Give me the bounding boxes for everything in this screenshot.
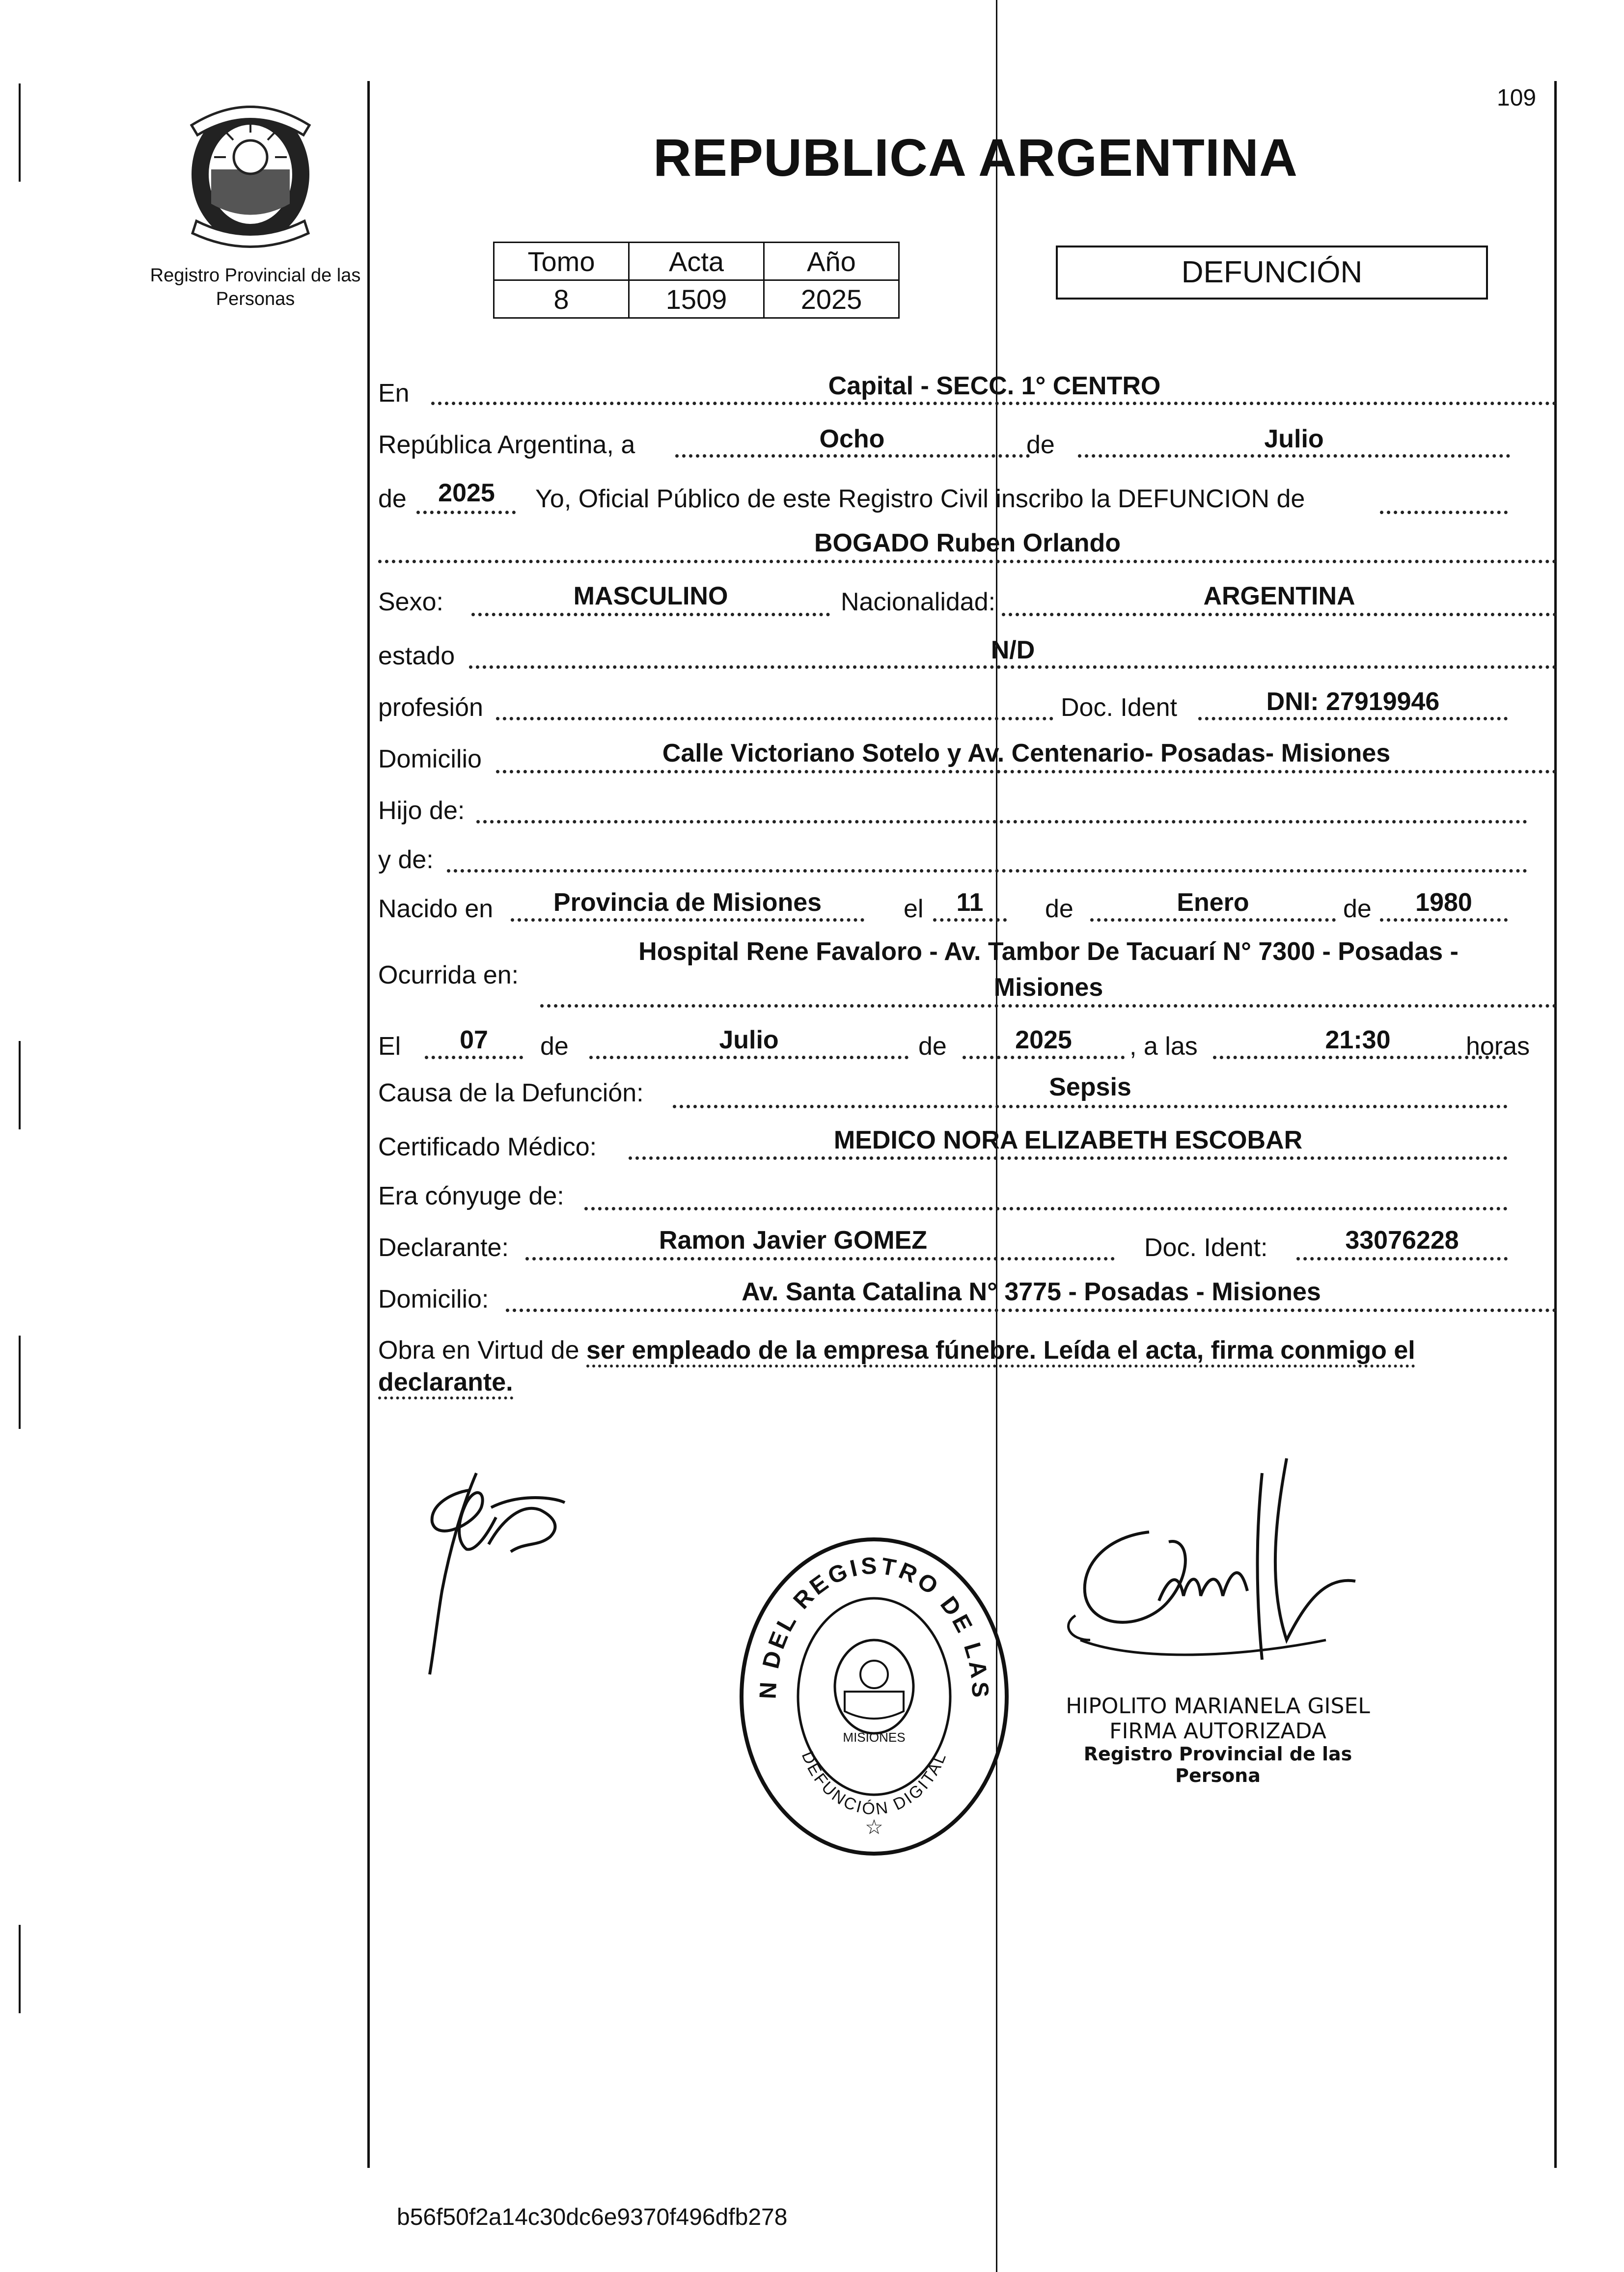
decl-doc-value: 33076228 — [1345, 1226, 1459, 1255]
value-acta: 1509 — [629, 280, 764, 318]
sexo-line — [471, 613, 830, 616]
de-label-5: de — [540, 1032, 569, 1061]
birth-month-line — [1090, 918, 1336, 922]
year-line — [416, 511, 516, 514]
day-text: Ocho — [819, 425, 885, 453]
estado-line — [469, 665, 1557, 669]
birth-year-line — [1380, 918, 1508, 922]
conyuge-line — [584, 1207, 1508, 1210]
yde-label: y de: — [378, 846, 434, 874]
obra-value-line-1: ser empleado de la empresa fúnebre. Leída el acta, firma conmigo el — [586, 1336, 1415, 1368]
header-ano: Año — [764, 243, 899, 280]
profesion-label: profesión — [378, 693, 483, 722]
nacionalidad-value: ARGENTINA — [1203, 582, 1355, 610]
value-tomo: 8 — [494, 280, 629, 318]
de-label-4: de — [1343, 895, 1372, 923]
declarante-line — [525, 1257, 1115, 1260]
decl-domicilio-line — [506, 1309, 1557, 1312]
header-tomo: Tomo — [494, 243, 629, 280]
svg-text:DEFUNCIÓN DIGITAL — [798, 1749, 951, 1818]
seal-text-bottom: DEFUNCIÓN DIGITAL — [798, 1749, 951, 1819]
decl-doc-label: Doc. Ident: — [1144, 1233, 1268, 1262]
domicilio-label: Domicilio — [378, 745, 482, 773]
doc-ident-line — [1198, 717, 1508, 720]
ocurrida-line — [540, 1004, 1557, 1008]
nacionalidad-line — [1002, 613, 1557, 616]
de-label-1: de — [1026, 431, 1055, 459]
nacido-label: Nacido en — [378, 895, 494, 923]
day-line — [675, 454, 1030, 458]
causa-line — [673, 1105, 1508, 1108]
sexo-value: MASCULINO — [573, 582, 728, 610]
republica-label: República Argentina, a — [378, 431, 635, 459]
en-value: Capital - SECC. 1° CENTRO — [828, 372, 1161, 400]
oficial-line — [1380, 511, 1508, 514]
edge-mark-2 — [19, 1041, 21, 1129]
header-acta: Acta — [629, 243, 764, 280]
svg-text:DELEGACIÓN DEL REGISTRO DE LAS — [732, 1530, 993, 1701]
seal-star-icon: ☆ — [865, 1815, 883, 1839]
value-ano: 2025 — [764, 280, 899, 318]
en-label: En — [378, 379, 410, 408]
en-line — [431, 402, 1557, 405]
death-year: 2025 — [1015, 1026, 1072, 1054]
declarante-label: Declarante: — [378, 1233, 509, 1262]
sexo-label: Sexo: — [378, 588, 443, 616]
conyuge-label: Era cónyuge de: — [378, 1182, 564, 1210]
registry-caption: Registro Provincial de las Personas — [150, 265, 361, 309]
edge-mark-1 — [19, 83, 21, 182]
deceased-name: BOGADO Ruben Orlando — [814, 529, 1121, 557]
decl-doc-line — [1296, 1257, 1508, 1260]
certificado-line — [629, 1156, 1508, 1160]
causa-value: Sepsis — [1049, 1073, 1131, 1101]
death-month: Julio — [719, 1026, 779, 1054]
decl-domicilio-label: Domicilio: — [378, 1285, 489, 1314]
hijo-line — [476, 820, 1527, 823]
birth-day-line — [933, 918, 1007, 922]
page-number: 109 — [1497, 85, 1537, 111]
month-line — [1078, 454, 1510, 458]
obra-label: Obra en Virtud de — [378, 1336, 579, 1365]
doc-ident-label: Doc. Ident — [1061, 693, 1178, 722]
signature-block — [1041, 1694, 1395, 1787]
deceased-line — [378, 560, 1557, 563]
edge-mark-3 — [19, 1336, 21, 1429]
estado-value: N/D — [991, 636, 1035, 664]
decl-domicilio-value: Av. Santa Catalina N° 3775 - Posadas - Misiones — [742, 1278, 1321, 1306]
el-label-2: El — [378, 1032, 401, 1061]
birth-year: 1980 — [1415, 888, 1472, 917]
registrar-signature — [1031, 1453, 1385, 1689]
horas-label: horas — [1466, 1032, 1530, 1061]
el-label: el — [904, 895, 924, 923]
signatory-name: HIPOLITO MARIANELA GISEL — [1066, 1694, 1370, 1719]
declarante-value: Ramon Javier GOMEZ — [659, 1226, 928, 1255]
declarant-signature — [403, 1463, 609, 1689]
certificado-value: MEDICO NORA ELIZABETH ESCOBAR — [833, 1126, 1303, 1154]
province-logo — [177, 91, 324, 253]
page-title: REPUBLICA ARGENTINA — [653, 128, 1298, 187]
death-day-line — [425, 1056, 523, 1059]
edge-mark-4 — [19, 1925, 21, 2013]
document-type-box: DEFUNCIÓN — [1056, 246, 1488, 300]
domicilio-line — [496, 770, 1557, 773]
signatory-institution: Registro Provincial de las Persona — [1083, 1743, 1352, 1786]
yde-line — [447, 869, 1527, 873]
ocurrida-line-1: Hospital Rene Favaloro - Av. Tambor De Tacuarí N° 7300 - Posadas - — [638, 937, 1459, 966]
obra-value-line-2: declarante. — [378, 1368, 513, 1399]
death-month-line — [589, 1056, 908, 1059]
profesion-line — [496, 717, 1053, 720]
causa-label: Causa de la Defunción: — [378, 1079, 644, 1107]
alas-label: , a las — [1129, 1032, 1198, 1061]
oficial-text: Yo, Oficial Público de este Registro Civil inscribo la DEFUNCION de — [535, 485, 1305, 513]
ocurrida-label: Ocurrida en: — [378, 961, 519, 989]
death-day: 07 — [460, 1026, 488, 1054]
de-label-6: de — [918, 1032, 947, 1061]
left-margin-line — [367, 81, 370, 2168]
seal-text-top: N DEL REGISTRO DE LAS — [755, 1553, 993, 1701]
death-time-line — [1213, 1056, 1503, 1059]
nacido-line — [511, 918, 864, 922]
birth-day: 11 — [956, 888, 984, 917]
official-seal — [732, 1530, 1017, 1863]
de-label-2: de — [378, 485, 407, 513]
month-text: Julio — [1264, 425, 1324, 453]
nacionalidad-label: Nacionalidad: — [841, 588, 996, 616]
domicilio-value: Calle Victoriano Sotelo y Av. Centenario- Posadas- Misiones — [662, 739, 1391, 767]
year-value: 2025 — [438, 479, 495, 507]
seal-inner-text: MISIONES — [843, 1730, 906, 1745]
signatory-role: FIRMA AUTORIZADA — [1109, 1718, 1326, 1744]
death-year-line — [963, 1056, 1125, 1059]
nacido-place: Provincia de Misiones — [553, 888, 822, 917]
de-label-3: de — [1045, 895, 1073, 923]
obra-paragraph — [378, 1335, 1557, 1398]
doc-ident-value: DNI: 27919946 — [1266, 687, 1440, 716]
ocurrida-line-2: Misiones — [993, 973, 1103, 1002]
province-coat-of-arms-icon — [177, 91, 324, 253]
hijo-label: Hijo de: — [378, 796, 465, 825]
estado-label: estado — [378, 642, 455, 670]
birth-month: Enero — [1177, 888, 1249, 917]
certificado-label: Certificado Médico: — [378, 1133, 597, 1161]
reference-table — [493, 242, 900, 319]
document-hash: b56f50f2a14c30dc6e9370f496dfb278 — [397, 2204, 788, 2230]
seal-coat-of-arms-icon — [835, 1640, 913, 1733]
death-time: 21:30 — [1325, 1026, 1391, 1054]
